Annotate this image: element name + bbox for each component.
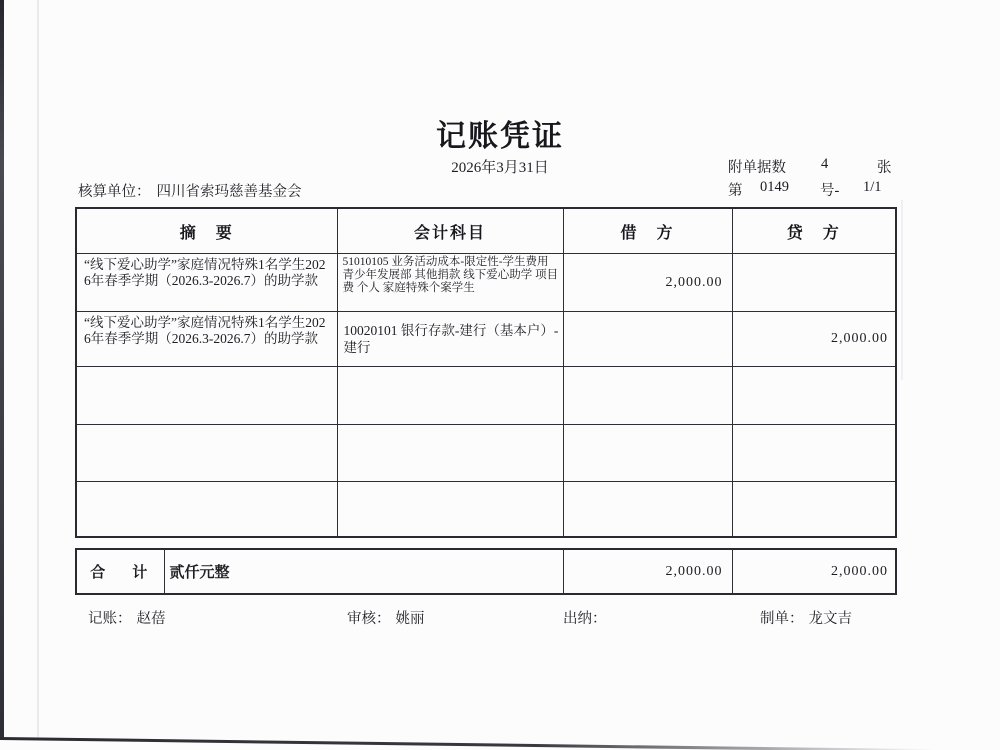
entry-credit-amount: 2,000.00 [732, 312, 896, 367]
column-header-debit: 借 方 [563, 208, 732, 254]
table-row [76, 367, 896, 425]
entry-summary: “线下爱心助学”家庭情况特殊1名学生2026年春季学期（2026.3-2026.7）的助学款 [76, 254, 337, 312]
voucher-number: 0149 [760, 179, 789, 195]
entry-debit-amount [563, 312, 732, 367]
bookkeeper-signature [88, 607, 166, 628]
table-row [76, 425, 896, 482]
entry-debit-amount [563, 425, 732, 482]
reviewer-label: 审核： [347, 611, 391, 627]
preparer-name: 龙文吉 [808, 611, 852, 627]
table-header-row [76, 208, 896, 254]
voucher-date: 2026年3月31日 [451, 160, 549, 176]
entry-debit-amount [563, 482, 732, 537]
reviewer-signature [347, 607, 425, 628]
accounting-unit-value: 四川省索玛慈善基金会 [156, 184, 302, 200]
attachments-count: 4 [821, 156, 829, 172]
total-amount-in-words: 贰仟元整 [164, 549, 563, 594]
total-credit-amount: 2,000.00 [732, 549, 896, 594]
attachments-label: 附单据数 [728, 160, 786, 176]
scan-fold-line [37, 0, 39, 737]
total-debit-amount: 2,000.00 [563, 549, 732, 594]
voucher-page-number: 1/1 [863, 179, 882, 195]
entry-summary [76, 482, 337, 537]
entry-credit-amount [732, 425, 896, 482]
voucher-no-suffix: 号- [820, 183, 840, 199]
entry-summary [76, 425, 337, 482]
entry-summary [76, 367, 337, 425]
voucher-entries-table [75, 207, 897, 538]
entry-account: 10020101 银行存款-建行（基本户）-建行 [337, 312, 563, 367]
scan-right-faint-line [901, 200, 903, 380]
total-label: 合 计 [76, 549, 164, 594]
entry-account [337, 367, 563, 425]
entry-credit-amount [732, 482, 896, 537]
voucher-no-prefix: 第 [728, 183, 743, 199]
accounting-unit-label: 核算单位： [78, 184, 151, 200]
table-row [76, 312, 896, 367]
accounting-unit-line [78, 180, 302, 201]
column-header-credit: 贷 方 [732, 208, 896, 254]
bookkeeper-name: 赵蓓 [136, 611, 166, 627]
voucher-total-table [75, 548, 897, 595]
bookkeeper-label: 记账： [88, 611, 132, 627]
cashier-signature [563, 607, 612, 628]
cashier-label: 出纳： [563, 611, 607, 627]
scan-paper-bottom-edge [0, 737, 975, 750]
entry-debit-amount [563, 367, 732, 425]
scan-left-edge-shadow [0, 0, 4, 739]
entry-account [337, 482, 563, 537]
total-row [76, 549, 896, 594]
attachments-unit: 张 [877, 160, 892, 176]
preparer-signature [760, 607, 852, 628]
preparer-label: 制单： [760, 611, 804, 627]
column-header-account: 会计科目 [337, 208, 563, 254]
entry-account [337, 425, 563, 482]
reviewer-name: 姚丽 [395, 611, 425, 627]
voucher-title: 记账凭证 [436, 120, 564, 153]
entry-credit-amount [732, 254, 896, 312]
entry-account: 51010105 业务活动成本-限定性-学生费用 青少年发展部 其他捐款 线下爱心助学 项目费 个人 家庭特殊个案学生 [337, 254, 563, 312]
table-row [76, 254, 896, 312]
entry-summary: “线下爱心助学”家庭情况特殊1名学生2026年春季学期（2026.3-2026.7）的助学款 [76, 312, 337, 367]
entry-debit-amount: 2,000.00 [563, 254, 732, 312]
entry-credit-amount [732, 367, 896, 425]
table-row [76, 482, 896, 537]
column-header-summary: 摘 要 [76, 208, 337, 254]
